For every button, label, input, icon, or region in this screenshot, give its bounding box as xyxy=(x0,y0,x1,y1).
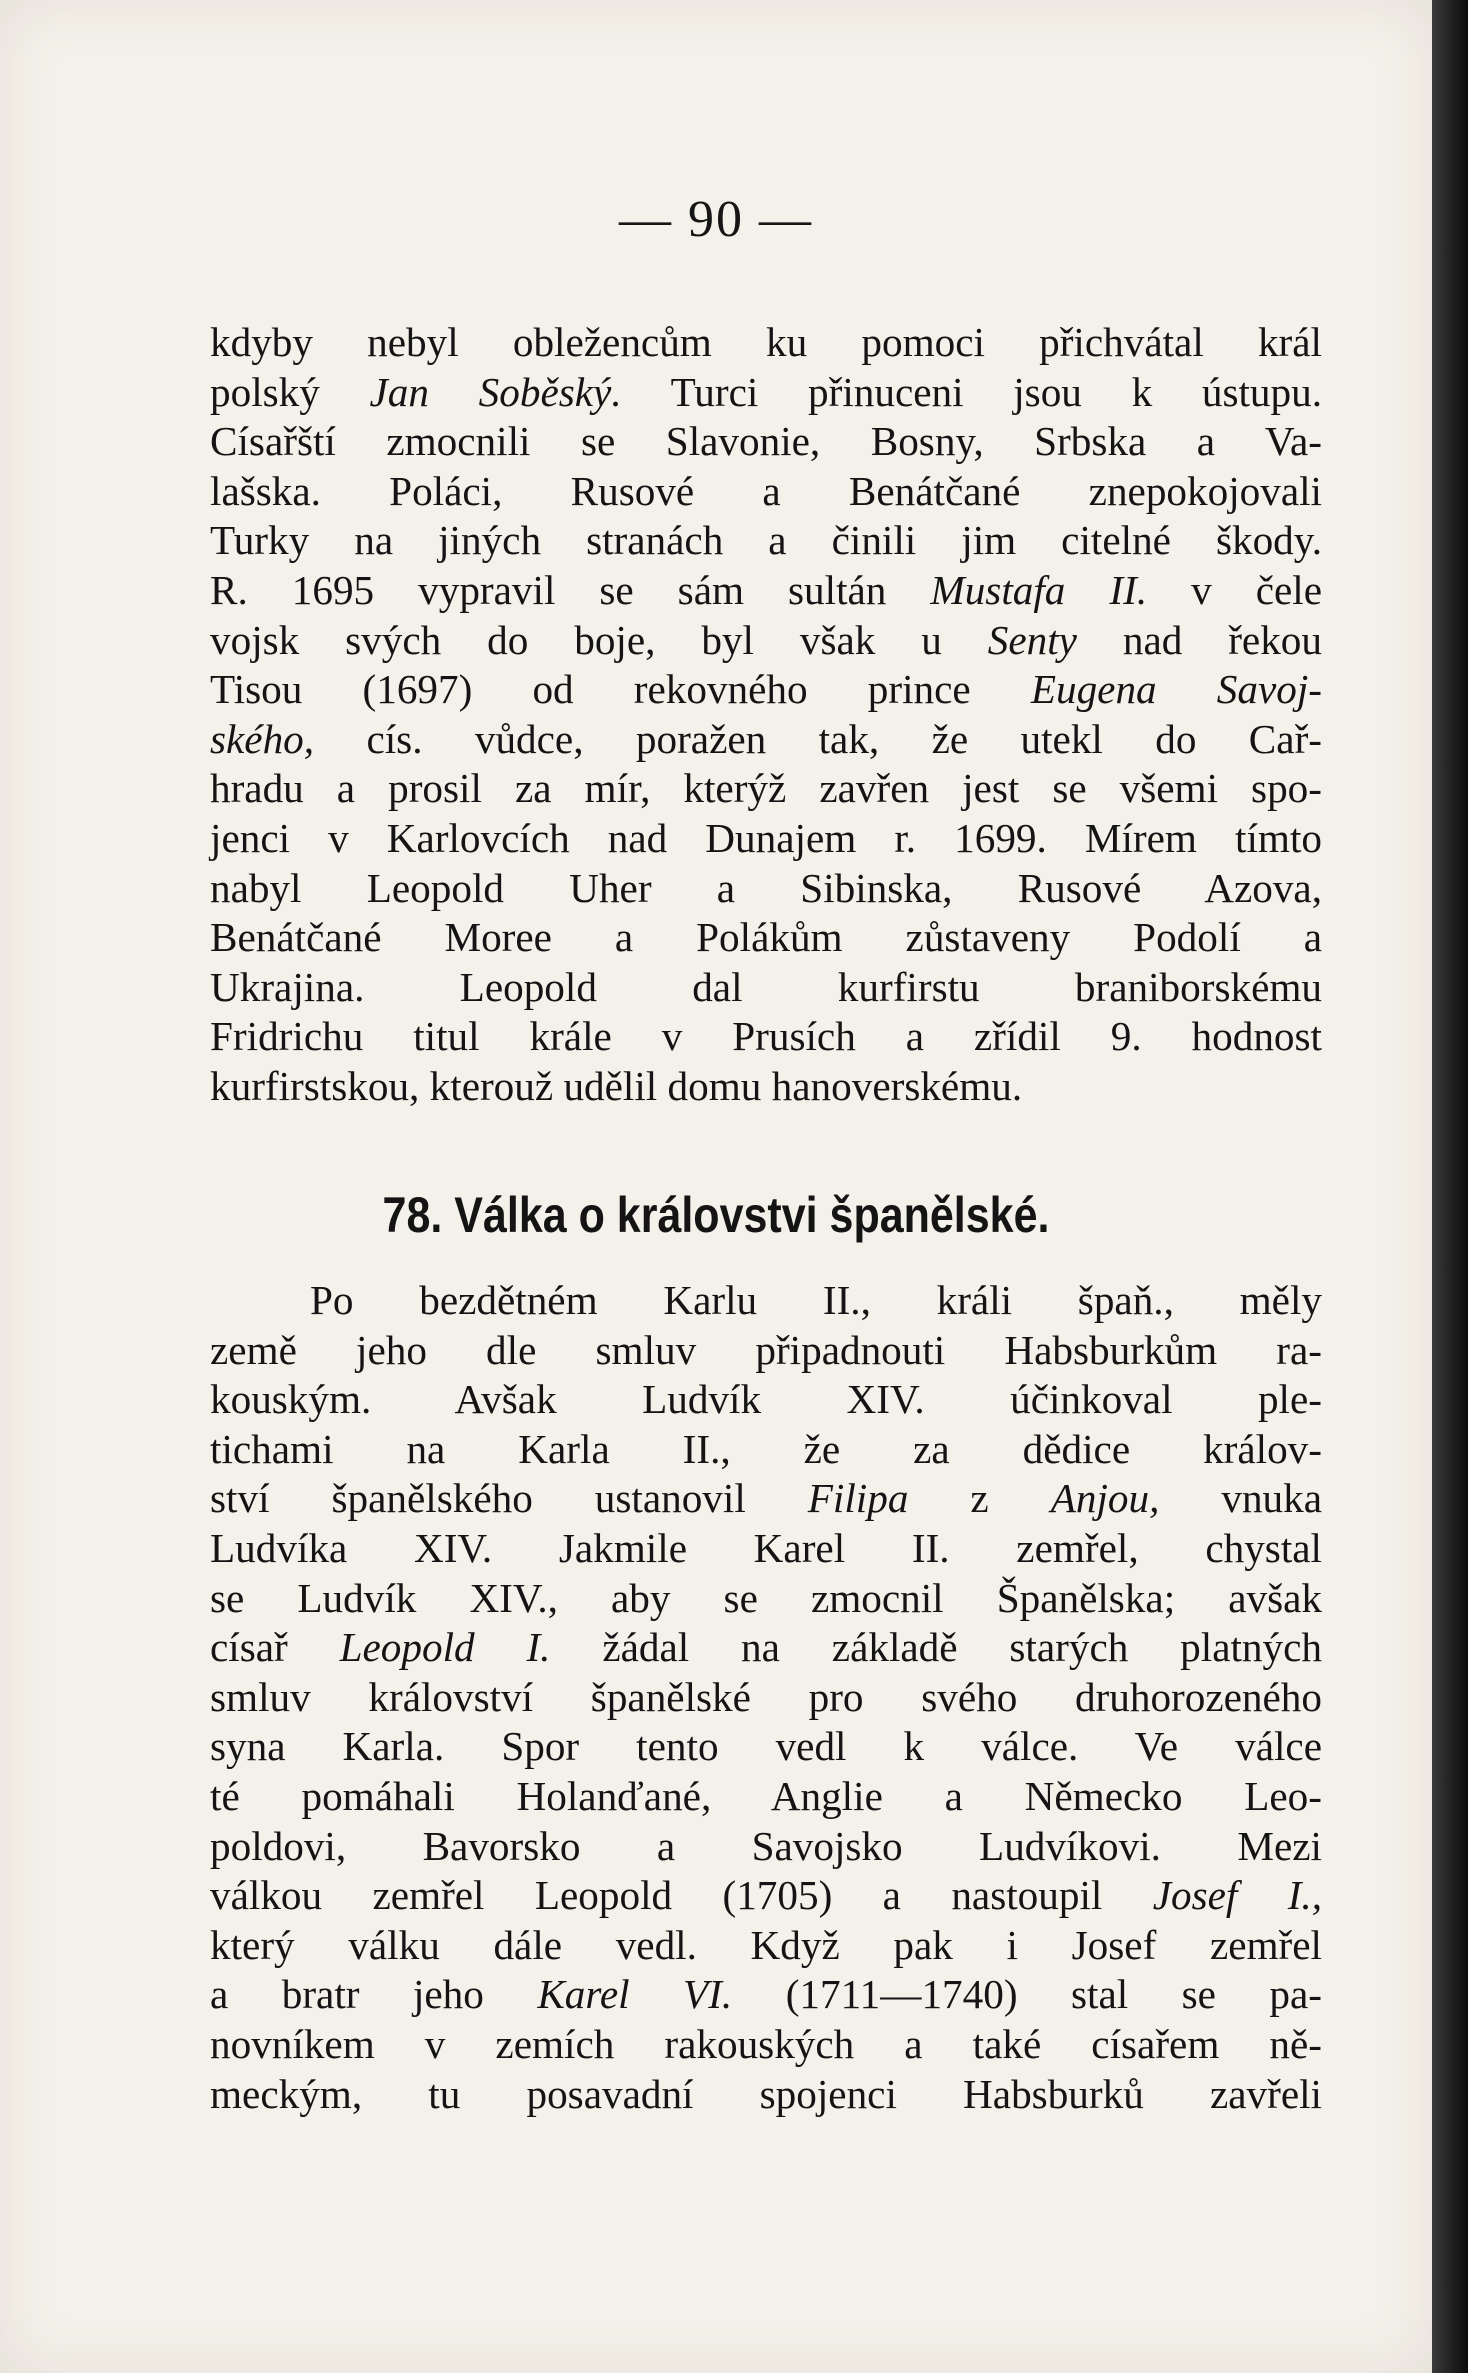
text-line: Ukrajina. Leopold dal kurfirstu braniborskému xyxy=(210,963,1322,1010)
page-number: — 90 — xyxy=(619,191,813,248)
text-line: Benátčané Moree a Polákům zůstaveny Podolí a xyxy=(210,914,1322,961)
scan-edge-shadow xyxy=(1432,0,1468,2373)
text-line: se Ludvík XIV., aby se zmocnil Španělska; avšak xyxy=(210,1574,1322,1621)
text-line: Císařští zmocnili se Slavonie, Bosny, Srbska a Va- xyxy=(210,418,1322,465)
text-line: a bratr jeho Karel VI. (1711—1740) stal se pa- xyxy=(210,1971,1322,2018)
text-line: té pomáhali Holanďané, Anglie a Německo Leo- xyxy=(210,1772,1322,1819)
italic-name: Anjou, xyxy=(1050,1475,1160,1522)
text-line: Ludvíka XIV. Jakmile Karel II. zemřel, chystal xyxy=(210,1524,1322,1571)
italic-name: Mustafa II. xyxy=(930,566,1148,613)
text-line: R. 1695 vypravil se sám sultán Mustafa II. v čele xyxy=(210,566,1322,613)
italic-name: Karel VI. xyxy=(537,1971,733,2018)
text-line: ství španělského ustanovil Filipa z Anjou, vnuka xyxy=(210,1475,1323,1522)
text-line: který válku dále vedl. Když pak i Josef zemřel xyxy=(210,1921,1322,1968)
text-line: jenci v Karlovcích nad Dunajem r. 1699. Mírem tímto xyxy=(210,814,1322,861)
text-line: polský Jan Soběský. Turci přinuceni jsou k ústupu. xyxy=(210,368,1322,415)
text-line: země jeho dle smluv připadnouti Habsburkům ra- xyxy=(210,1326,1322,1373)
text-line: nabyl Leopold Uher a Sibinska, Rusové Azova, xyxy=(210,864,1322,911)
text-line: kouským. Avšak Ludvík XIV. účinkoval ple- xyxy=(210,1376,1322,1423)
text-line: Fridrichu titul krále v Prusích a zřídil 9. hodnost xyxy=(210,1013,1322,1060)
text-line: hradu a prosil za mír, kterýž zavřen jest se všemi spo- xyxy=(210,765,1322,812)
text-line: Tisou (1697) od rekovného prince Eugena Savoj- xyxy=(210,666,1322,713)
text-line: meckým, tu posavadní spojenci Habsburků zavřeli xyxy=(210,2070,1322,2117)
text-line: Turky na jiných stranách a činili jim citelné škody. xyxy=(210,517,1322,564)
paragraph-spanish-succession xyxy=(210,1276,1322,2119)
text-line: ského, cís. vůdce, poražen tak, že utekl do Cař- xyxy=(210,715,1322,762)
italic-name: Leopold I. xyxy=(339,1624,551,1671)
text-line: Po bezdětném Karlu II., králi špaň., měly xyxy=(310,1277,1322,1323)
italic-name: Eugena Savoj- xyxy=(1030,666,1322,713)
italic-name: Josef I., xyxy=(1152,1872,1323,1919)
text-line: tichami na Karla II., že za dědice králov- xyxy=(210,1425,1322,1472)
italic-name: Jan Soběský. xyxy=(369,368,622,415)
text-line: smluv království španělské pro svého druhorozeného xyxy=(210,1673,1322,1720)
paragraph-continuation xyxy=(210,318,1322,1112)
italic-name: Senty xyxy=(987,616,1077,663)
text-line: lašska. Poláci, Rusové a Benátčané znepokojovali xyxy=(210,467,1322,514)
text-line: vojsk svých do boje, byl však u Senty nad řekou xyxy=(210,616,1322,663)
text-line: novníkem v zemích rakouských a také císařem ně- xyxy=(210,2020,1322,2067)
text-line: syna Karla. Spor tento vedl k válce. Ve válce xyxy=(210,1723,1322,1770)
text-line: poldovi, Bavorsko a Savojsko Ludvíkovi. Mezi xyxy=(210,1822,1322,1869)
text-line: kurfirstskou, kterouž udělil domu hanoverskému. xyxy=(210,1062,1023,1109)
text-line: kdyby nebyl obležencům ku pomoci přichvátal král xyxy=(210,319,1322,365)
italic-name: ského, xyxy=(210,715,315,762)
text-line: válkou zemřel Leopold (1705) a nastoupil Josef I., xyxy=(210,1872,1323,1919)
section-heading: 78. Válka o královstvi španělské. xyxy=(382,1187,1050,1243)
italic-name: Filipa xyxy=(807,1475,909,1522)
text-line: císař Leopold I. žádal na základě starých platných xyxy=(210,1624,1322,1671)
